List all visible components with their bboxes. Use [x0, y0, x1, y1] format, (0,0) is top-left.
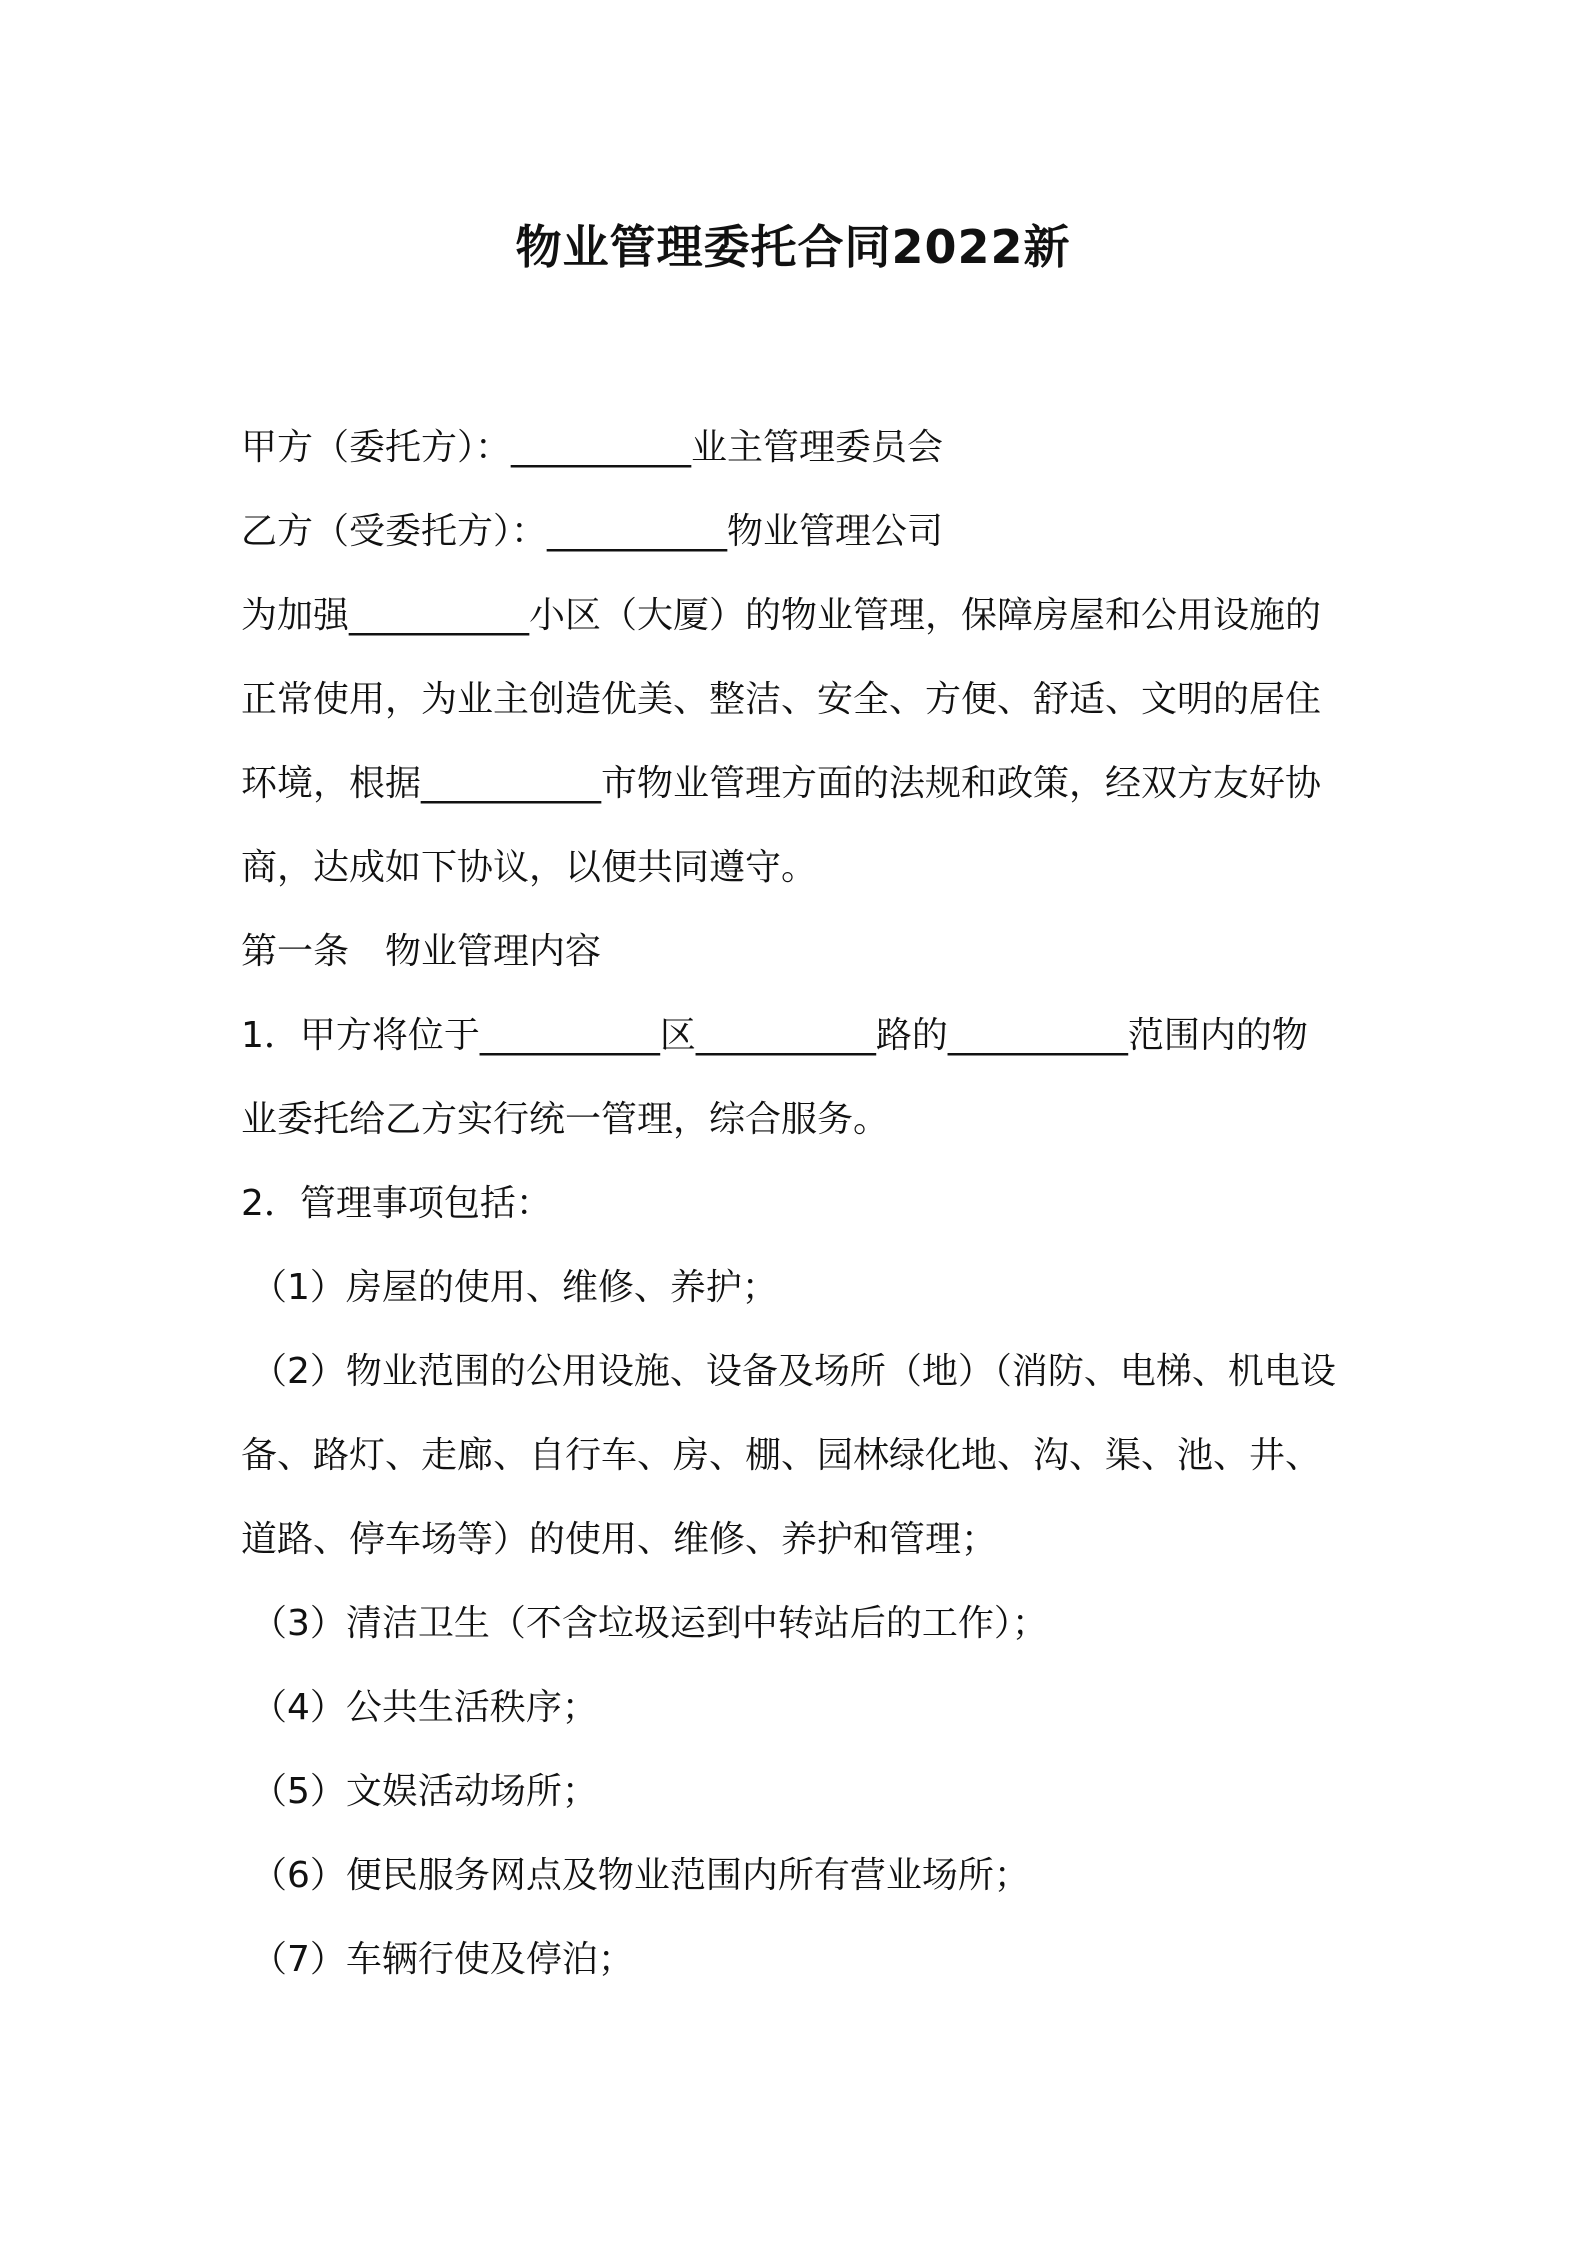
- list-item: （1）房屋的使用、维修、养护；: [251, 1267, 778, 1308]
- article-heading: 第一条 物业管理内容: [241, 931, 602, 972]
- list-item: （3）清洁卫生（不含垃圾运到中转站后的工作）；: [251, 1603, 1048, 1644]
- preamble-line: 为加强__________小区（大厦）的物业管理，保障房屋和公用设施的: [241, 595, 1322, 636]
- list-item-continuation: 道路、停车场等）的使用、维修、养护和管理；: [241, 1519, 998, 1560]
- preamble-line: 环境，根据__________市物业管理方面的法规和政策，经双方友好协: [241, 763, 1322, 804]
- preamble-line: 商，达成如下协议，以便共同遵守。: [241, 847, 818, 888]
- party-b-line: 乙方（受委托方）：__________物业管理公司: [241, 511, 944, 552]
- list-item: （6）便民服务网点及物业范围内所有营业场所；: [251, 1855, 1030, 1896]
- list-item: （2）物业范围的公用设施、设备及场所（地）（消防、电梯、机电设: [251, 1351, 1336, 1392]
- clause-line: 1．甲方将位于__________区__________路的__________范围内的物: [241, 1015, 1308, 1056]
- preamble-line: 正常使用，为业主创造优美、整洁、安全、方便、舒适、文明的居住: [241, 679, 1322, 720]
- document-body: [241, 406, 1361, 2002]
- clause-line: 2．管理事项包括：: [241, 1183, 552, 1224]
- list-item: （7）车辆行使及停泊；: [251, 1939, 634, 1980]
- document-title: 物业管理委托合同2022新: [515, 220, 1071, 274]
- clause-line: 业委托给乙方实行统一管理，综合服务。: [241, 1099, 890, 1140]
- party-a-line: 甲方（委托方）：__________业主管理委员会: [241, 427, 944, 468]
- list-item-continuation: 备、路灯、走廊、自行车、房、棚、园林绿化地、沟、渠、池、井、: [241, 1435, 1322, 1476]
- list-item: （5）文娱活动场所；: [251, 1771, 598, 1812]
- list-item: （4）公共生活秩序；: [251, 1687, 598, 1728]
